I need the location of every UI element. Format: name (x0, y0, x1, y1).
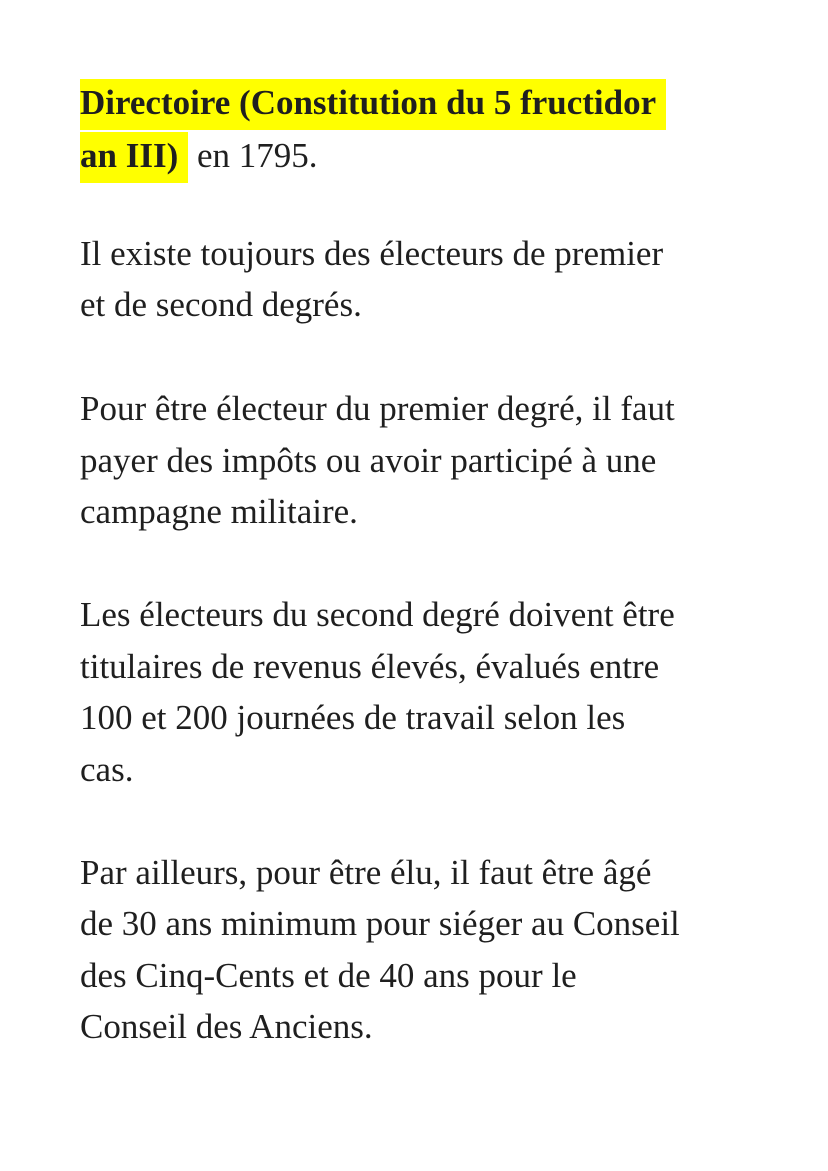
paragraph-4-line-1: Par ailleurs, pour être élu, il faut être âgé (80, 853, 652, 892)
paragraph-2-line-3: campagne militaire. (80, 492, 358, 531)
paragraph-4-line-3: des Cinq-Cents et de 40 ans pour le (80, 956, 577, 995)
heading-line-1 (80, 85, 666, 120)
paragraph-1-line-1: Il existe toujours des électeurs de premier (80, 234, 664, 273)
paragraph-3-line-2: titulaires de revenus élevés, évalués entre (80, 647, 660, 686)
paragraph-4-line-4: Conseil des Anciens. (80, 1007, 373, 1046)
paragraph-4-line-2: de 30 ans minimum pour siéger au Conseil (80, 904, 680, 943)
heading-year: en 1795. (188, 136, 318, 175)
paragraph-3-line-4: cas. (80, 750, 134, 789)
highlighted-title: Directoire (Constitution du 5 fructidor (80, 79, 666, 130)
paragraph-3-line-1: Les électeurs du second degré doivent être (80, 595, 675, 634)
paragraph-3-line-3: 100 et 200 journées de travail selon les (80, 698, 626, 737)
paragraph-1-line-2: et de second degrés. (80, 285, 362, 324)
paragraph-2-line-2: payer des impôts ou avoir participé à une (80, 441, 657, 480)
highlighted-title-continued: an III) (80, 132, 188, 183)
paragraph-2-line-1: Pour être électeur du premier degré, il faut (80, 389, 675, 428)
heading-line-2 (80, 138, 318, 173)
